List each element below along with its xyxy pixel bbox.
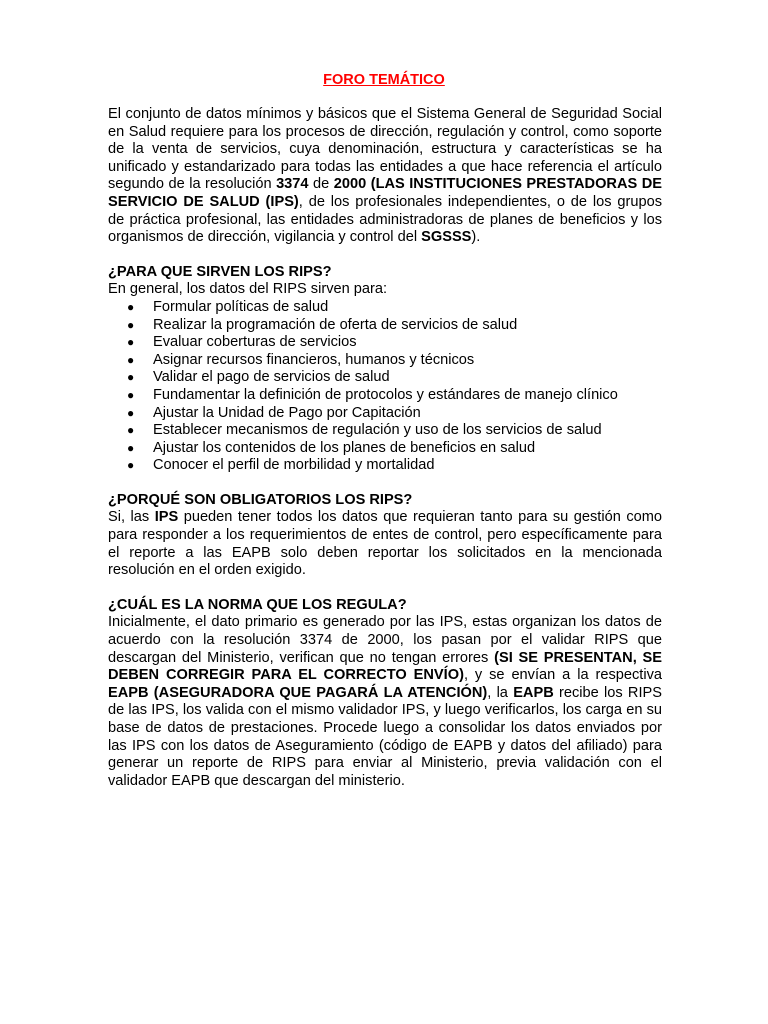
bullet-icon: ● xyxy=(127,352,135,367)
section3-paragraph xyxy=(108,614,662,790)
list-item xyxy=(108,405,662,423)
section3-text-4: recibe los RIPS de las IPS, los valida con el mismo validador IPS, y luego verificarlos, los carga en su base de datos de prestaciones. Procede luego a consolidar los datos enviados por las IPS con los datos de Aseguramiento (código de EAPB y datos del afiliado) para generar un reporte de RIPS para enviar al Ministerio, previa validación con el validador EAPB que descargan del ministerio. xyxy=(108,684,662,789)
list-item xyxy=(108,369,662,387)
list-item-text: Validar el pago de servicios de salud xyxy=(153,369,390,386)
list-item xyxy=(108,317,662,335)
section3-text-2: , y se envían a la respectiva xyxy=(463,667,662,684)
list-item xyxy=(108,352,662,370)
list-item-text: Realizar la programación de oferta de servicios de salud xyxy=(153,316,518,333)
bullet-icon: ● xyxy=(127,387,135,402)
document-title: FORO TEMÁTICO xyxy=(323,72,445,88)
bullet-icon: ● xyxy=(127,335,135,350)
list-item xyxy=(108,334,662,352)
bullet-icon: ● xyxy=(127,405,135,420)
list-item xyxy=(108,299,662,317)
list-item-text: Ajustar la Unidad de Pago por Capitación xyxy=(153,404,421,421)
list-item xyxy=(108,440,662,458)
section2-text-2: pueden tener todos los datos que requieran tanto para su gestión como para responder a los requerimientos de entes de control, pero específicamente para el reporte a las EAPB solo deben reportar los solicitados en la mencionada resolución en el orden exigido. xyxy=(108,509,663,579)
section-heading-obligatorios: ¿PORQUÉ SON OBLIGATORIOS LOS RIPS? xyxy=(108,491,413,508)
intro-bold-ips: 2000 (LAS INSTITUCIONES PRESTADORAS DE SERVICIO DE SALUD (IPS) xyxy=(108,176,663,210)
section3-bold-eapb: EAPB xyxy=(513,684,554,701)
bullet-icon: ● xyxy=(127,370,135,385)
bullet-icon: ● xyxy=(127,299,135,314)
intro-bold-resolution: 3374 xyxy=(276,176,309,193)
section1-lead: En general, los datos del RIPS sirven para: xyxy=(108,281,388,298)
list-item xyxy=(108,457,662,475)
document-body xyxy=(108,106,662,790)
section3-bold-correccion: (SI SE PRESENTAN, SE DEBEN CORREGIR PARA EL CORRECTO ENVÍO) xyxy=(108,649,662,684)
intro-text-2: de xyxy=(308,176,334,193)
list-item-text: Establecer mecanismos de regulación y uso de los servicios de salud xyxy=(153,422,602,439)
section2-paragraph xyxy=(108,509,662,579)
benefits-list xyxy=(108,299,662,475)
list-item xyxy=(108,387,662,405)
bullet-icon: ● xyxy=(127,458,135,473)
section3-text-3: , la xyxy=(487,684,514,701)
section3-bold-eapb-aseguradora: EAPB (ASEGURADORA QUE PAGARÁ LA ATENCIÓN) xyxy=(108,684,488,701)
intro-text-3: , de los profesionales independientes, o de los grupos de práctica profesional, las entidades administradoras de planes de beneficios y los organismos de dirección, vigilancia y control del xyxy=(108,193,662,246)
bullet-icon: ● xyxy=(127,423,135,438)
list-item-text: Fundamentar la definición de protocolos y estándares de manejo clínico xyxy=(153,386,618,403)
list-item-text: Formular políticas de salud xyxy=(153,298,329,315)
section-heading-norma: ¿CUÁL ES LA NORMA QUE LOS REGULA? xyxy=(108,596,407,613)
list-item-text: Conocer el perfil de morbilidad y mortalidad xyxy=(153,457,435,474)
list-item xyxy=(108,422,662,440)
intro-bold-sgsss: SGSSS xyxy=(421,229,472,246)
section3-text-1: Inicialmente, el dato primario es generado por las IPS, estas organizan los datos de acuerdo con la resolución 3374 de 2000, los pasan por el validar RIPS que descargan del Ministerio, verifican que no tengan errores xyxy=(108,614,662,666)
intro-paragraph xyxy=(108,106,662,247)
section-heading-para-que-sirven: ¿PARA QUE SIRVEN LOS RIPS? xyxy=(108,263,332,280)
list-item-text: Asignar recursos financieros, humanos y técnicos xyxy=(153,351,475,368)
section2-bold-ips: IPS xyxy=(154,509,179,526)
bullet-icon: ● xyxy=(127,440,135,455)
section2-text-1: Si, las xyxy=(108,509,155,526)
list-item-text: Evaluar coberturas de servicios xyxy=(153,334,357,351)
bullet-icon: ● xyxy=(127,317,135,332)
intro-text-4: ). xyxy=(471,229,481,246)
intro-text-1: El conjunto de datos mínimos y básicos que el Sistema General de Seguridad Social en Salud requiere para los procesos de dirección, regulación y control, como soporte de la venta de servicios, cuya denominación, estructura y características se ha unificado y estandarizado para todas las entidades a que hace referencia el artículo segundo de la resolución xyxy=(108,106,662,193)
list-item-text: Ajustar los contenidos de los planes de beneficios en salud xyxy=(153,439,536,456)
